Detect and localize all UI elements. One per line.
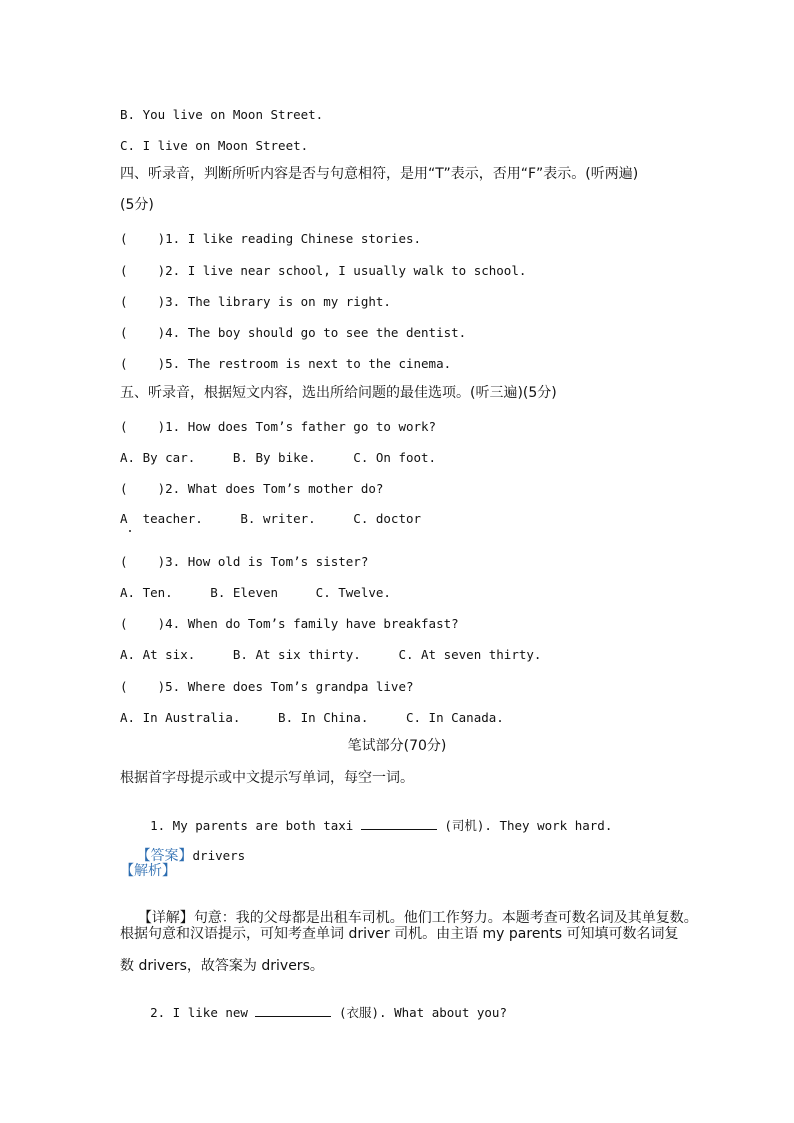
- detail-line-2: 根据句意和汉语提示，可知考查单词 driver 司机。由主语 my parents 可知填可数名词复: [120, 926, 679, 942]
- stray-dot-mark: [129, 530, 131, 532]
- section-5-question-4-options: A. At six. B. At six thirty. C. At seven thirty.: [120, 647, 542, 662]
- section-5-question-3-options: A. Ten. B. Eleven C. Twelve.: [120, 585, 391, 600]
- answer-label: 【答案】: [136, 848, 193, 864]
- answer-blank[interactable]: [361, 818, 437, 830]
- written-part-title: 笔试部分(70分): [347, 738, 447, 754]
- section-4-question-4: ( )4. The boy should go to see the dentist.: [120, 325, 467, 340]
- section-5-question-1: ( )1. How does Tom’s father go to work?: [120, 419, 437, 434]
- section-5-question-4: ( )4. When do Tom’s family have breakfast?: [120, 616, 459, 631]
- question-2-suffix: (衣服). What about you?: [331, 1005, 507, 1020]
- section-5-question-1-options: A. By car. B. By bike. C. On foot.: [120, 450, 437, 465]
- written-instruction: 根据首字母提示或中文提示写单词，每空一词。: [120, 770, 414, 786]
- question-2-prefix: 2. I like new: [150, 1005, 256, 1020]
- question-1-suffix: (司机). They work hard.: [436, 818, 613, 833]
- question-1-prefix: 1. My parents are both taxi: [150, 818, 361, 833]
- section-4-question-5: ( )5. The restroom is next to the cinema.: [120, 356, 452, 371]
- written-question-2: [120, 989, 507, 1037]
- analysis-label: 【解析】: [120, 863, 176, 879]
- section-4-heading: 四、听录音，判断所听内容是否与句意相符，是用“T”表示，否用“F”表示。(听两遍): [120, 166, 639, 182]
- section-5-question-3: ( )3. How old is Tom’s sister?: [120, 554, 369, 569]
- section-5-question-5: ( )5. Where does Tom’s grandpa live?: [120, 679, 414, 694]
- section-4-score: (5分): [120, 197, 154, 213]
- detail-label: 【详解】: [137, 910, 194, 926]
- section-4-question-1: ( )1. I like reading Chinese stories.: [120, 231, 422, 246]
- section-5-question-2-options: A teacher. B. writer. C. doctor: [120, 511, 422, 526]
- section-5-question-5-options: A. In Australia. B. In China. C. In Canada.: [120, 710, 504, 725]
- option-b-line: B. You live on Moon Street.: [120, 107, 324, 122]
- section-4-question-2: ( )2. I live near school, I usually walk to school.: [120, 263, 527, 278]
- detail-text-1: 句意：我的父母都是出租车司机。他们工作努力。本题考查可数名词及其单复数。: [193, 910, 698, 926]
- option-c-line: C. I live on Moon Street.: [120, 138, 309, 153]
- section-5-heading: 五、听录音，根据短文内容，选出所给问题的最佳选项。(听三遍)(5分): [120, 385, 557, 401]
- detail-line-3: 数 drivers，故答案为 drivers。: [120, 958, 324, 974]
- answer-value: drivers: [192, 848, 246, 863]
- answer-blank[interactable]: [255, 1005, 331, 1017]
- section-4-question-3: ( )3. The library is on my right.: [120, 294, 391, 309]
- section-5-question-2: ( )2. What does Tom’s mother do?: [120, 481, 384, 496]
